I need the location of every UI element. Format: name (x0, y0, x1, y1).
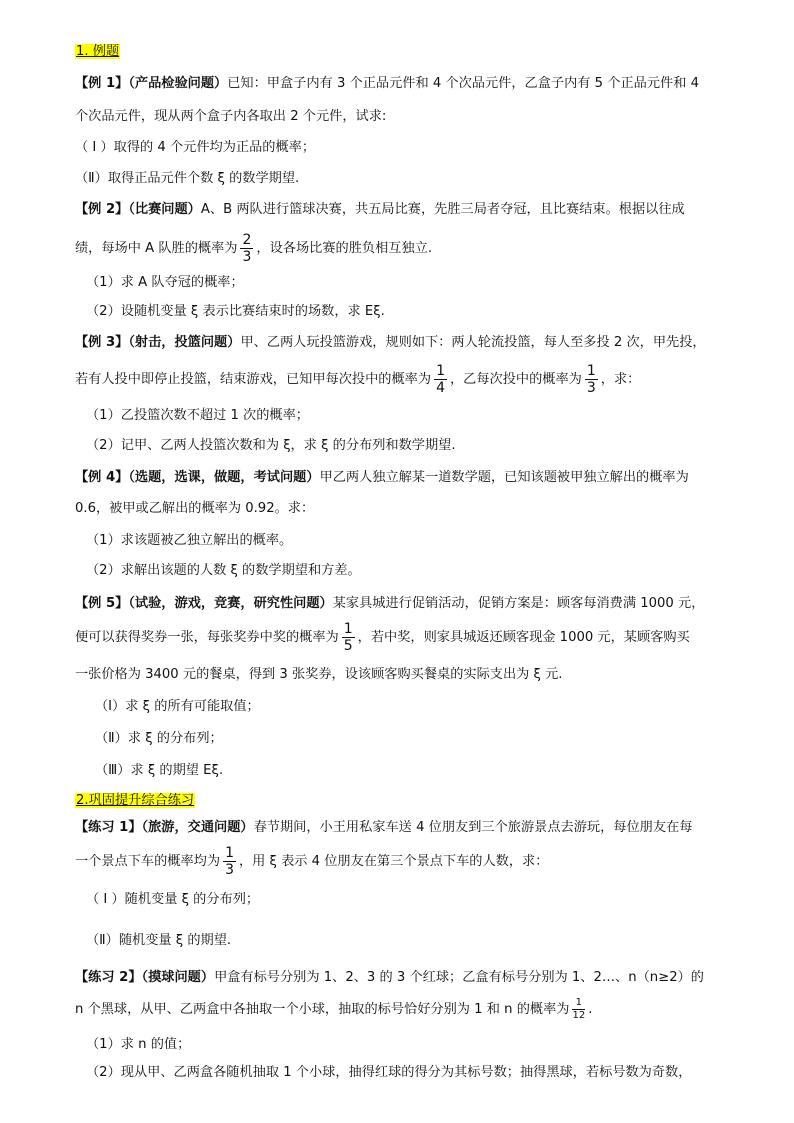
example-3-line-1: 【例 3】（射击，投篮问题）甲、乙两人玩投篮游戏，规则如下：两人轮流投篮，每人至多投 2 次，甲先投， (75, 335, 706, 350)
example-2-question-2: （2）设随机变量 ξ 表示比赛结束时的场数，求 Eξ. (86, 304, 385, 319)
fraction-one-twelfth: $\frac{1}{12}$ (572, 996, 586, 1021)
example-2-question-1: （1）求 A 队夺冠的概率； (86, 275, 244, 290)
example-5-question-1: （Ⅰ）求 ξ 的所有可能取值； (95, 699, 260, 714)
example-4-line-2: 0.6，被甲或乙解出的概率为 0.92。求： (75, 501, 315, 516)
example-3-line-2: 若有人投中即停止投篮，结束游戏，已知甲每次投中的概率为 $\frac{1}{4}$ ，乙每次投中的概率为 $\frac{1}{3}$ ，求： (75, 362, 641, 396)
practice-2-line-2: n 个黑球，从甲、乙两盒中各抽取一个小球，抽取的标号恰好分别为 1 和 n 的概率为 $\frac{1}{12}$ . (75, 996, 593, 1021)
fraction-two-thirds: $\frac{2}{3}$ (242, 231, 252, 265)
example-4-question-1: （1）求该题被乙独立解出的概率。 (86, 533, 293, 548)
example-1-line-1: 【例 1】（产品检验问题）已知：甲盒子内有 3 个正品元件和 4 个次品元件，乙盒子内有 5 个正品元件和 4 (75, 76, 699, 91)
practice-1-question-1: （ Ⅰ ）随机变量 ξ 的分布列； (86, 892, 260, 907)
section-1-title: 1. 例题 (76, 44, 120, 59)
example-1-line-2: 个次品元件，现从两个盒子内各取出 2 个元件，试求: (75, 109, 387, 124)
example-4-question-2: （2）求解出该题的人数 ξ 的数学期望和方差。 (86, 563, 361, 578)
example-5-question-2: （Ⅱ）求 ξ 的分布列； (95, 731, 223, 746)
example-5-question-3: （Ⅲ）求 ξ 的期望 Eξ. (95, 763, 224, 778)
example-5-line-3: 一张价格为 3400 元的餐桌，得到 3 张奖券，设该顾客购买餐桌的实际支出为 ξ 元. (75, 667, 563, 682)
practice-1-question-2: （Ⅱ）随机变量 ξ 的期望. (86, 933, 232, 948)
fraction-one-quarter: $\frac{1}{4}$ (436, 362, 445, 396)
fraction-one-fifth: $\frac{1}{5}$ (343, 620, 353, 654)
example-5-line-1: 【例 5】（试验，游戏，竞赛，研究性问题）某家具城进行促销活动，促销方案是：顾客每消费满 1000 元， (75, 596, 705, 611)
practice-2-line-1: 【练习 2】（摸球问题）甲盒有标号分别为 1、2、3 的 3 个红球；乙盒有标号分别为 1、2…、n（n≥2）的 (75, 970, 704, 985)
example-5-line-2: 便可以获得奖券一张，每张奖券中奖的概率为 $\frac{1}{5}$ ，若中奖，则家具城返还顾客现金 1000 元，某顾客购买 (75, 620, 690, 654)
example-3-question-2: （2）记甲、乙两人投篮次数和为 ξ，求 ξ 的分布列和数学期望. (86, 438, 456, 453)
example-3-question-1: （1）乙投篮次数不超过 1 次的概率； (86, 408, 309, 423)
example-2-line-1: 【例 2】（比赛问题）A、B 两队进行篮球决赛，共五局比赛，先胜三局者夺冠，且比赛结束。根据以往成 (75, 202, 685, 217)
example-1-question-2: （Ⅱ）取得正品元件个数 ξ 的数学期望. (75, 171, 300, 186)
practice-1-line-2: 一个景点下车的概率均为 $\frac{1}{3}$ ，用 ξ 表示 4 位朋友在第三个景点下车的人数，求： (75, 844, 549, 878)
practice-2-question-2: （2）现从甲、乙两盒各随机抽取 1 个小球，抽得红球的得分为其标号数；抽得黑球，若标号数为奇数， (86, 1065, 692, 1080)
practice-2-question-1: （1）求 n 的值； (86, 1037, 191, 1052)
example-4-line-1: 【例 4】（选题，选课，做题，考试问题）甲乙两人独立解某一道数学题，已知该题被甲独立解出的概率为 (75, 470, 689, 485)
section-2-title: 2.巩固提升综合练习 (76, 793, 195, 808)
example-1-question-1: （ Ⅰ ）取得的 4 个元件均为正品的概率； (75, 140, 316, 155)
fraction-one-third: $\frac{1}{3}$ (225, 844, 234, 878)
fraction-one-third: $\frac{1}{3}$ (586, 362, 596, 396)
practice-1-line-1: 【练习 1】（旅游，交通问题）春节期间，小王用私家车送 4 位朋友到三个旅游景点去游玩，每位朋友在每 (75, 820, 693, 835)
example-2-line-2: 绩，每场中 A 队胜的概率为 $\frac{2}{3}$ ，设各场比赛的胜负相互独立. (75, 231, 433, 265)
